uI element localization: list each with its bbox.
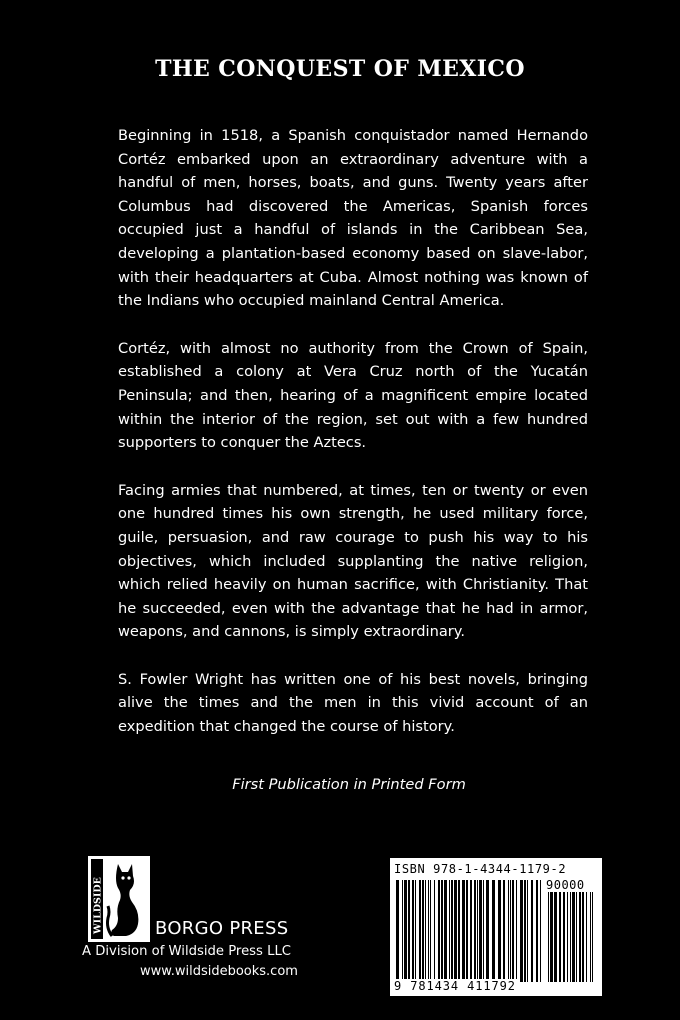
publication-note: First Publication in Printed Form [232, 776, 466, 793]
barcode-bar [554, 892, 557, 982]
barcode-bars-addon [548, 892, 596, 982]
barcode-bar [576, 892, 577, 982]
barcode-bar [404, 880, 407, 982]
barcode-bar [462, 880, 465, 982]
barcode-bar [567, 892, 568, 982]
barcode-bar [516, 880, 517, 982]
barcode-bar [563, 892, 565, 982]
barcode-bar [508, 880, 509, 982]
barcode-bar [444, 880, 447, 982]
blurb-paragraph-2: Cortéz, with almost no authority from the Crown of Spain, established a colony at Vera Cruz north of the Yucatán Peninsula; and then, hearing of a magnificent empire located within the interior of the region, set out with a few hundred supporters to conquer the Aztecs. [118, 339, 588, 452]
barcode-bar [520, 880, 523, 982]
barcode-bar [449, 880, 450, 982]
blurb-paragraph-1: Beginning in 1518, a Spanish conquistador named Hernando Cortéz embarked upon an extraordinary adventure with a handful of men, horses, boats, and guns. Twenty years after Columbus had discovered the Americas, Spanish forces occupied just a handful of islands in the Caribbean Sea, developing a plantation-based economy based on slave-labor, with their headquarters at Cuba. Almost nothing was known of the Indians who occupied mainland Central America. [118, 127, 588, 310]
barcode-bar [408, 880, 410, 982]
barcode-bar [483, 880, 484, 982]
blurb-paragraph-4: S. Fowler Wright has written one of his best novels, bringing alive the times and the men in this vivid account of an expedition that changed the course of history. [118, 670, 588, 736]
barcode-bar [492, 880, 495, 982]
barcode-bar [570, 892, 571, 982]
publisher-name: BORGO PRESS [155, 918, 289, 939]
cat-silhouette-icon [88, 856, 150, 942]
barcode-bar [503, 880, 505, 982]
barcode-bar [477, 880, 478, 982]
barcode-bar [422, 880, 424, 982]
barcode-bar [415, 880, 416, 982]
barcode-bar [592, 892, 593, 982]
barcode-bar [434, 880, 435, 982]
barcode-bar [510, 880, 511, 982]
barcode-bar [582, 892, 584, 982]
publisher-division: A Division of Wildside Press LLC [82, 944, 292, 959]
barcode-bar [572, 892, 575, 982]
barcode-bar [425, 880, 426, 982]
barcode-bar [419, 880, 421, 982]
barcode-bar [512, 880, 514, 982]
barcode-bar [548, 892, 549, 982]
barcode-bar [454, 880, 457, 982]
barcode-bar [540, 880, 541, 982]
barcode-bar [536, 880, 538, 982]
barcode-bar [451, 880, 453, 982]
blurb-paragraph-3: Facing armies that numbered, at times, ten or twenty or even one hundred times his own strength, he used military force, guile, persuasion, and raw courage to push his way to his objectives, which included supplanting the native religion, which relied heavily on human sacrifice, with Christianity. That he succeeded, even with the advantage that he had in armor, weapons, and cannons, is simply extraordinary. [118, 481, 588, 641]
barcode-bar [579, 892, 581, 982]
barcode-bars-main [396, 880, 542, 982]
barcode-bar [402, 880, 403, 982]
publisher-website: www.wildsidebooks.com [140, 964, 298, 979]
barcode-bar [559, 892, 561, 982]
barcode-bar [498, 880, 501, 982]
barcode-bar [531, 880, 533, 982]
barcode-bar [527, 880, 528, 982]
barcode-bar [458, 880, 460, 982]
isbn-label: ISBN 978-1-4344-1179-2 [394, 862, 567, 876]
isbn-barcode [390, 858, 602, 996]
back-cover-blurb [118, 124, 588, 763]
barcode-bar [438, 880, 440, 982]
barcode-bar [586, 892, 587, 982]
barcode-bar [590, 892, 591, 982]
barcode-bar [441, 880, 443, 982]
barcode-bar [428, 880, 429, 982]
barcode-bar [474, 880, 476, 982]
book-title: THE CONQUEST OF MEXICO [155, 56, 525, 82]
barcode-bar [396, 880, 399, 982]
barcode-bar [479, 880, 482, 982]
barcode-bar [430, 880, 431, 982]
barcode-bar [524, 880, 526, 982]
ean-digits: 9 781434 411792 [394, 979, 516, 993]
logo-wordmark: WILDSIDE [92, 877, 104, 934]
barcode-bar [550, 892, 553, 982]
wildside-logo [88, 856, 150, 942]
barcode-bar [486, 880, 489, 982]
barcode-bar [466, 880, 468, 982]
barcode-bar [470, 880, 472, 982]
price-code: 90000 [546, 878, 585, 892]
barcode-bar [412, 880, 414, 982]
